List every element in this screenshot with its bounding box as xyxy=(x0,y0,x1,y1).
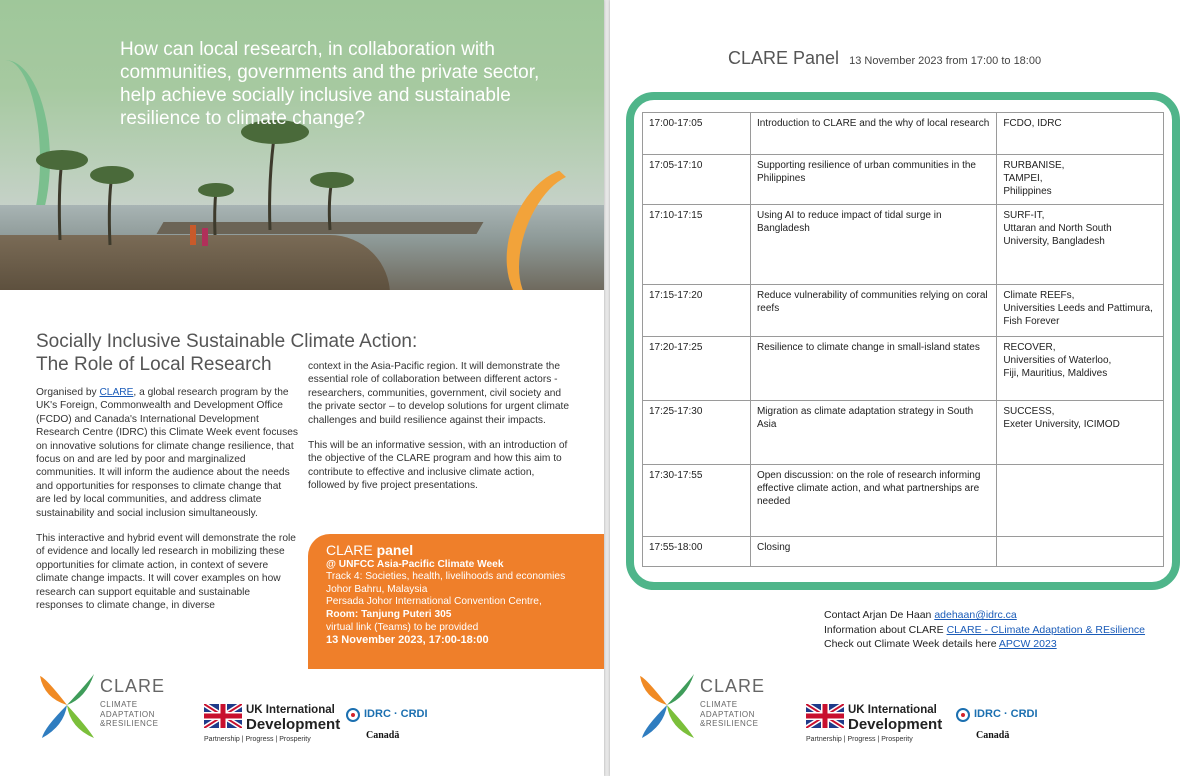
schedule-row xyxy=(643,205,1164,285)
schedule-row xyxy=(643,337,1164,401)
schedule-presenters: RURBANISE, TAMPEI, Philippines xyxy=(997,155,1164,205)
uk-international-development-logo: UK International Development Partnership | Progress | Prosperity xyxy=(204,704,341,743)
uk-international-development-logo: UK International Development Partnership | Progress | Prosperity xyxy=(806,704,943,743)
contact-info: Contact Arjan De Haan adehaan@idrc.ca Information about CLARE CLARE - CLimate Adaptation & REsilience Check out Climate Week details here APCW 2023 xyxy=(824,609,1146,650)
schedule-frame xyxy=(626,92,1180,590)
virtual-link-note: virtual link (Teams) to be provided xyxy=(326,621,479,633)
hero-image xyxy=(0,0,604,290)
schedule-session: Open discussion: on the role of research informing effective climate action, and what partnerships are needed xyxy=(750,465,996,537)
schedule-time: 17:00-17:05 xyxy=(643,113,751,155)
schedule-session: Reduce vulnerability of communities relying on coral reefs xyxy=(750,285,996,337)
event-name: @ UNFCC Asia-Pacific Climate Week xyxy=(326,558,504,570)
apcw-link[interactable]: APCW 2023 xyxy=(998,638,1057,650)
right-page xyxy=(610,0,1200,776)
schedule-session: Closing xyxy=(750,537,996,567)
idrc-logo: IDRC · CRDI Canadä xyxy=(956,706,1056,752)
clare-logo: CLARE CLIMATE ADAPTATION &RESILIENCE xyxy=(36,668,176,748)
schedule-row xyxy=(643,113,1164,155)
track: Track 4: Societies, health, livelihoods and economies xyxy=(326,571,566,583)
session-paragraph: This will be an informative session, with an introduction of the objective of the CLARE program and how this aim to contribute to effective and inclusive climate action, followed by five project presentations. xyxy=(308,440,568,492)
schedule-presenters: SUCCESS, Exeter University, ICIMOD xyxy=(997,401,1164,465)
schedule-presenters xyxy=(997,465,1164,537)
schedule-time: 17:15-17:20 xyxy=(643,285,751,337)
event-date: 13 November 2023, 17:00-18:00 xyxy=(326,634,489,647)
event-paragraph: This interactive and hybrid event will demonstrate the role of evidence and locally led research in mobilizing these opportunities for climate action, in context of severe climate change impacts. It will cover examples on how research can support equitable and sustainable responses to climate change, in diverse xyxy=(36,533,296,612)
schedule-row xyxy=(643,537,1164,567)
schedule-time: 17:05-17:10 xyxy=(643,155,751,205)
intro-paragraph: Organised by CLARE, a global research program by the UK's Foreign, Commonwealth and Development Office (FCDO) and Canada's International Development Research Centre (IDRC) this Climate Week event focuses on innovative solutions for climate change resilience, that focus on and are led by poor and marginalized communities. It will inform the audience about the needs and opportunities for responses to climate change that are led by local communities, and address climate sustainability and social inclusion simultaneously. xyxy=(36,387,298,519)
schedule-presenters xyxy=(997,537,1164,567)
idrc-logo: IDRC · CRDI Canadä xyxy=(346,706,446,752)
venue: Persada Johor International Convention Centre, xyxy=(326,596,542,608)
clare-mark-icon xyxy=(36,668,98,742)
schedule-session: Resilience to climate change in small-island states xyxy=(750,337,996,401)
schedule-presenters: FCDO, IDRC xyxy=(997,113,1164,155)
event-details-box xyxy=(308,534,604,669)
schedule-time: 17:20-17:25 xyxy=(643,337,751,401)
clare-info-link[interactable]: CLARE - CLimate Adaptation & REsilience xyxy=(946,623,1146,636)
schedule-session: Migration as climate adaptation strategy in South Asia xyxy=(750,401,996,465)
uk-flag-icon xyxy=(806,704,844,728)
schedule-table xyxy=(642,112,1164,567)
box-heading: CLARE panel xyxy=(326,542,414,558)
schedule-session: Using AI to reduce impact of tidal surge in Bangladesh xyxy=(750,205,996,285)
page-title: Socially Inclusive Sustainable Climate Action: The Role of Local Research xyxy=(36,331,418,375)
idrc-icon xyxy=(956,708,970,722)
contact-email-link[interactable]: adehaan@idrc.ca xyxy=(934,609,1017,621)
schedule-row xyxy=(643,401,1164,465)
schedule-time: 17:30-17:55 xyxy=(643,465,751,537)
schedule-time: 17:10-17:15 xyxy=(643,205,751,285)
clare-logo: CLARE CLIMATE ADAPTATION &RESILIENCE xyxy=(636,668,776,748)
context-paragraph: context in the Asia-Pacific region. It will demonstrate the essential role of collaboration between different actors - researchers, communities, government, civil society and the private sector – to develop solutions for urgent climate challenges and build resilience against their impacts. xyxy=(308,361,570,426)
panel-heading: CLARE Panel 13 November 2023 from 17:00 to 18:00 xyxy=(728,48,1042,68)
schedule-time: 17:55-18:00 xyxy=(643,537,751,567)
clare-mark-icon xyxy=(636,668,698,742)
schedule-row xyxy=(643,285,1164,337)
body-column-1 xyxy=(36,386,298,625)
clare-link[interactable]: CLARE xyxy=(99,387,134,398)
schedule-presenters: Climate REEFs, Universities Leeds and Pattimura, Fish Forever xyxy=(997,285,1164,337)
schedule-time: 17:25-17:30 xyxy=(643,401,751,465)
schedule-session: Supporting resilience of urban communities in the Philippines xyxy=(750,155,996,205)
schedule-presenters: RECOVER, Universities of Waterloo, Fiji, Mauritius, Maldives xyxy=(997,337,1164,401)
body-column-2 xyxy=(308,360,570,505)
schedule-session: Introduction to CLARE and the why of local research xyxy=(750,113,996,155)
idrc-icon xyxy=(346,708,360,722)
city: Johor Bahru, Malaysia xyxy=(326,583,428,595)
uk-flag-icon xyxy=(204,704,242,728)
schedule-presenters: SURF-IT, Uttaran and North South University, Bangladesh xyxy=(997,205,1164,285)
hero-question: How can local research, in collaboration with communities, governments and the private sector, help achieve socially inclusive and sustainable resilience to climate change? xyxy=(120,39,540,129)
room: Room: Tanjung Puteri 305 xyxy=(326,608,452,620)
schedule-row xyxy=(643,465,1164,537)
schedule-row xyxy=(643,155,1164,205)
